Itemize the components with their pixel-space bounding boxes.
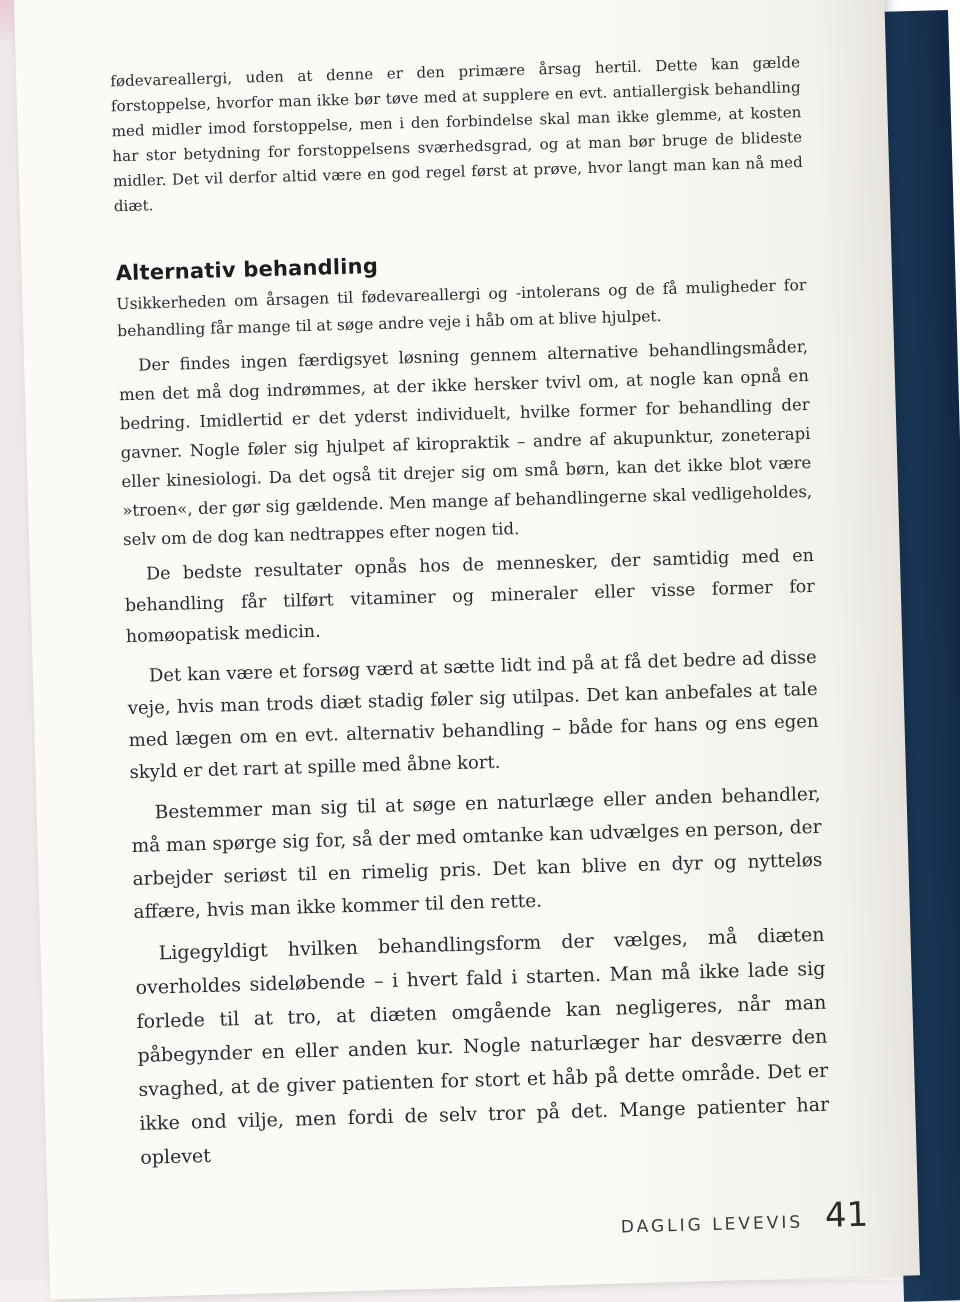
paragraph-3: De bedste resultater opnås hos de mennesker, der samtidig med en behandling får tilført vitaminer og mineraler eller visse former for homøopatisk medicin. xyxy=(124,545,815,648)
book-page xyxy=(14,0,920,1299)
intro-paragraph: fødevareallergi, uden at denne er den primære årsag hertil. Dette kan gælde forstoppelse, hvorfor man ikke bør tøve med at supplere en evt. antiallergisk behandling med midler imod forstoppelse, men i den forbindelse skal man ikke glemme, at kosten har stor betydning for forstoppelsens sværhedsgrad, og at man bør bruge de blideste midler. Det vil derfor altid være en god regel først at prøve, hvor langt man kan nå med diæt. xyxy=(110,53,804,216)
page-number: 41 xyxy=(824,1194,869,1236)
paragraph-2: Der findes ingen færdigsyet løsning gennem alternative behandlingsmåder, men det må dog indrømmes, at der ikke hersker tvivl om, at nogle kan opnå en bedring. Imidlertid er det yderst individuelt, hvilke former for behandling der gavner. Nogle føler sig hjulpet af kiropraktik – andre af akupunktur, zoneterapi eller kinesiologi. Da det også tit drejer sig om små børn, kan det ikke blot være »troen«, der gør sig gældende. Men mange af behandlingerne skal vedligeholdes, selv om de dog kan nedtrappes efter nogen tid. xyxy=(118,336,813,550)
paragraph-5: Bestemmer man sig til at søge en naturlæge eller anden behandler, må man spørge sig for, så der med omtanke kan udvælges en person, der arbejder seriøst til en rimelig pris. Det kan blive en dyr og nytteløs affære, hvis man ikke kommer til den rette. xyxy=(131,783,823,924)
page-text-block xyxy=(110,50,831,1175)
running-head: DAGLIG LEVEVIS xyxy=(620,1212,804,1238)
section-heading: Alternativ behandling xyxy=(115,253,379,286)
page-footer xyxy=(568,1195,869,1243)
paragraph-4: Det kan være et forsøg værd at sætte lidt ind på at få det bedre ad disse veje, hvis man trods diæt stadig føler sig utilpas. Det kan anbefales at tale med lægen om en evt. alternativ behandling – både for hans og ens egen skyld er det rart at spille med åbne kort. xyxy=(127,646,819,784)
paragraph-1: Usikkerheden om årsagen til fødevareallergi og -intolerans og de få muligheder for behandling får mange til at søge andre veje i håb om at blive hjulpet. xyxy=(116,275,807,341)
paragraph-6: Ligegyldigt hvilken behandlingsform der vælges, må diæten overholdes sideløbende – i hvert fald i starten. Man må ikke lade sig forlede til at tro, at diæten omgående kan negligeres, når man påbegynder en eller anden kur. Nogle naturlæger har desværre den svaghed, at de giver patienten for stort et håb på dette område. Det er ikke ond vilje, men fordi de selv tror på det. Mange patienter har oplevet xyxy=(135,923,830,1169)
